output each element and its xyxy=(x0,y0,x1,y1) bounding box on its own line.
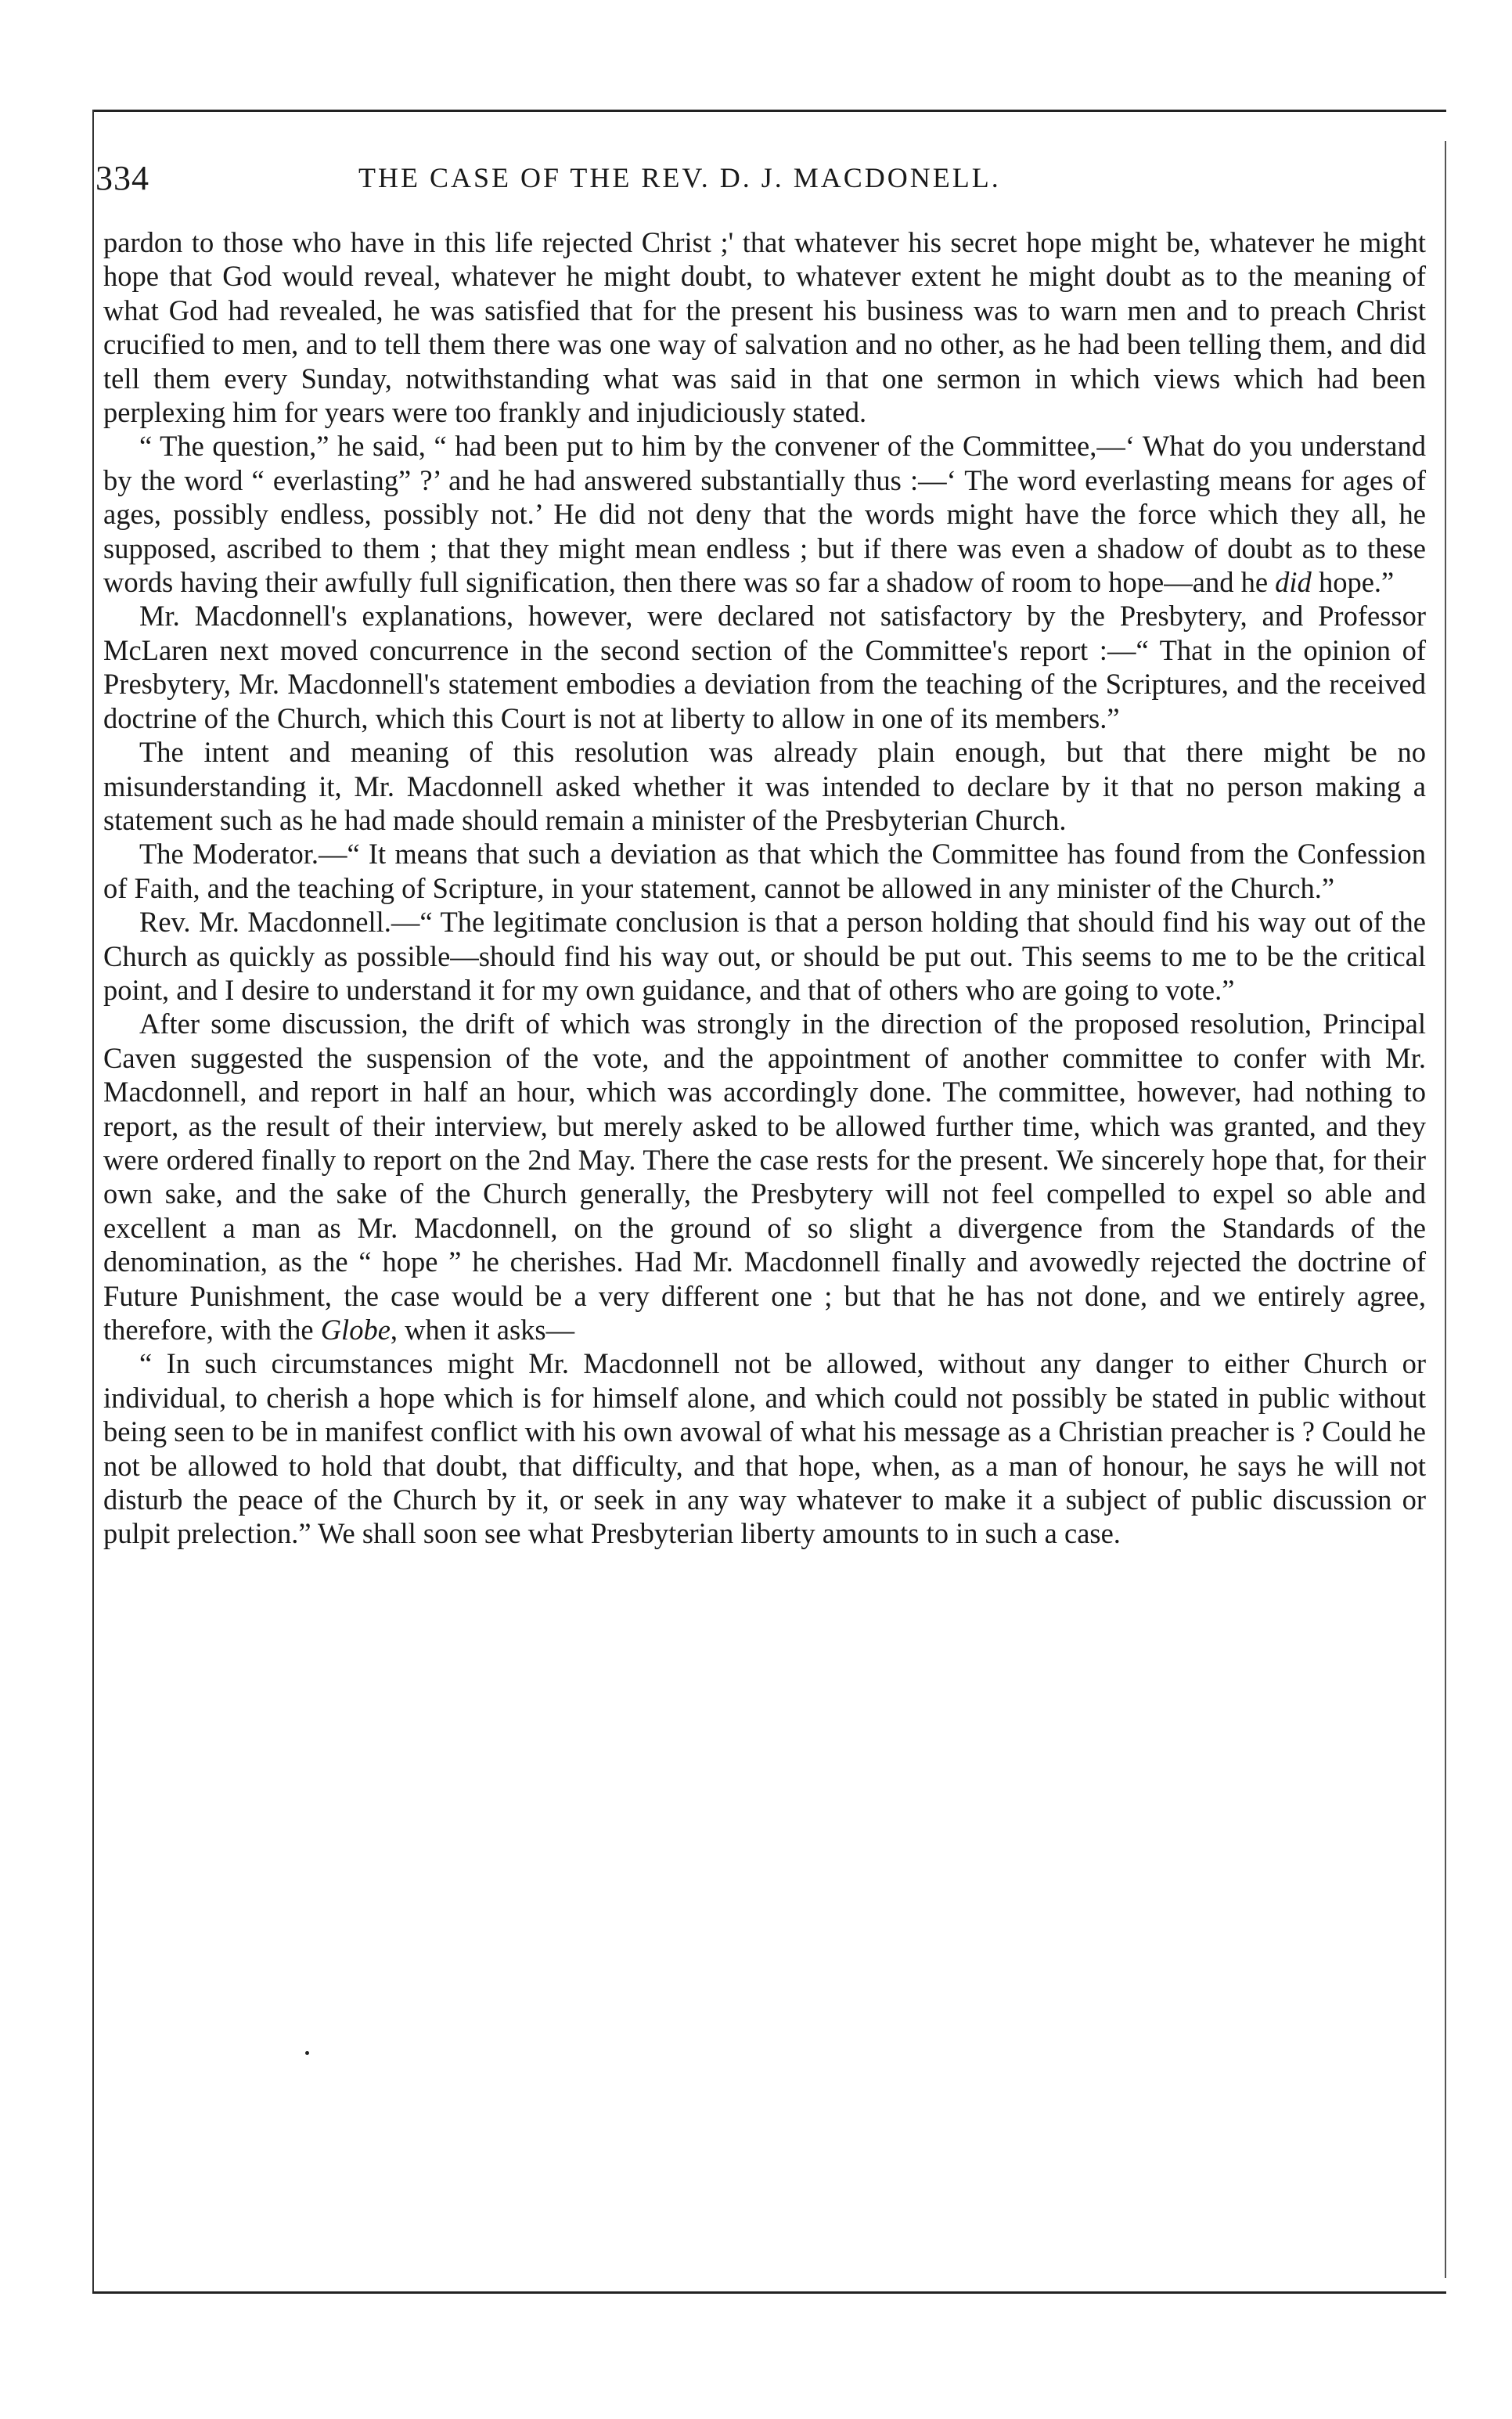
paragraph-text: The intent and meaning of this resolution was already plain enough, but that there might be no misunderstanding it, Mr. Macdonnell asked whether it was intended to declare by it that no person making a statement such as he had made should remain a minister of the Presbyterian Church. xyxy=(103,736,1426,836)
paragraph-text: hope.” xyxy=(1311,566,1395,599)
page-frame xyxy=(92,110,1446,2294)
right-rule xyxy=(1445,141,1446,2278)
paragraph xyxy=(103,1007,1426,1346)
paragraph xyxy=(103,429,1426,599)
left-rule xyxy=(92,110,94,2294)
paragraph-text: The Moderator.—“ It means that such a deviation as that which the Committee has found from the Confession of Faith, and the teaching of Scripture, in your statement, cannot be allowed in any minister of the Church.” xyxy=(103,838,1426,904)
paragraph xyxy=(103,905,1426,1007)
paragraph-text: “ In such circumstances might Mr. Macdonnell not be allowed, without any danger to either Church or individual, to cherish a hope which is for himself alone, and which could not possibly be stated in public without being seen to be in manifest conflict with his own avowal of what his message as a Christian preacher is ? Could he not be allowed to hold that doubt, that difficulty, and that hope, when, as a man of honour, he says he will not disturb the peace of the Church by it, or seek in any way whatever to make it a subject of public discussion or pulpit prelection.” We shall soon see what Presbyterian liberty amounts to in such a case. xyxy=(103,1347,1426,1550)
paragraph xyxy=(103,599,1426,735)
paragraph xyxy=(103,735,1426,837)
paragraph xyxy=(103,1346,1426,1550)
ink-speck xyxy=(305,2051,309,2055)
paragraph-text: , when it asks— xyxy=(390,1314,575,1346)
bottom-rule xyxy=(92,2291,1446,2294)
body-text xyxy=(103,225,1426,1551)
top-rule xyxy=(92,110,1446,112)
running-title: THE CASE OF THE REV. D. J. MACDONELL. xyxy=(358,162,1001,193)
paragraph-text: pardon to those who have in this life rejected Christ ;' that whatever his secret hope might be, whatever he might hope that God would reveal, whatever he might doubt, to whatever extent he might doubt as to the meaning of what God had revealed, he was satisfied that for the present his business was to warn men and to preach Christ crucified to men, and to tell them there was one way of salvation and no other, as he had been telling them, and did tell them every Sunday, notwithstanding what was said in that one sermon in which views which had been perplexing him for years were too frankly and injudiciously stated. xyxy=(103,226,1426,429)
paragraph-text: After some discussion, the drift of which was strongly in the direction of the proposed resolution, Principal Caven suggested the suspension of the vote, and the appointment of another committee to confer with Mr. Macdonnell, and report in half an hour, which was accordingly done. The committee, however, had nothing to report, as the result of their interview, but merely asked to be allowed further time, which was granted, and they were ordered finally to report on the 2nd May. There the case rests for the present. We sincerely hope that, for their own sake, and the sake of the Church generally, the Presbytery will not feel compelled to expel so able and excellent a man as Mr. Macdonnell, on the ground of so slight a divergence from the Standards of the denomination, as the “ hope ” he cherishes. Had Mr. Macdonnell finally and avowedly rejected the doctrine of Future Punishment, the case would be a very different one ; but that he has not done, and we entirely agree, therefore, with the xyxy=(103,1008,1426,1346)
paragraph-text: Mr. Macdonnell's explanations, however, were declared not satisfactory by the Presbytery, and Professor McLaren next moved concurrence in the second section of the Committee's report :—“ That in the opinion of Presbytery, Mr. Macdonnell's statement embodies a deviation from the teaching of the Scriptures, and the received doctrine of the Church, which this Court is not at liberty to allow in one of its members.” xyxy=(103,600,1426,734)
running-head xyxy=(92,158,1446,213)
paragraph xyxy=(103,225,1426,429)
italic-text: did xyxy=(1275,566,1312,599)
page-number: 334 xyxy=(95,159,149,197)
paragraph-text: Rev. Mr. Macdonnell.—“ The legitimate conclusion is that a person holding that should find his way out of the Church as quickly as possible—should find his way out, or should be put out. This seems to me to be the critical point, and I desire to understand it for my own guidance, and that of others who are going to vote.” xyxy=(103,906,1426,1006)
italic-text: Globe xyxy=(320,1314,391,1346)
paragraph xyxy=(103,837,1426,905)
paragraph-text: “ The question,” he said, “ had been put to him by the convener of the Committee,—‘ What do you understand by the word “ everlasting” ?’ and he had answered substantially thus :—‘ The word everlasting means for ages of ages, possibly endless, possibly not.’ He did not deny that the words might have the force which they all, he supposed, ascribed to them ; that they might mean endless ; but if there was even a shadow of doubt as to these words having their awfully full signification, then there was so far a shadow of room to hope—and he xyxy=(103,430,1426,599)
